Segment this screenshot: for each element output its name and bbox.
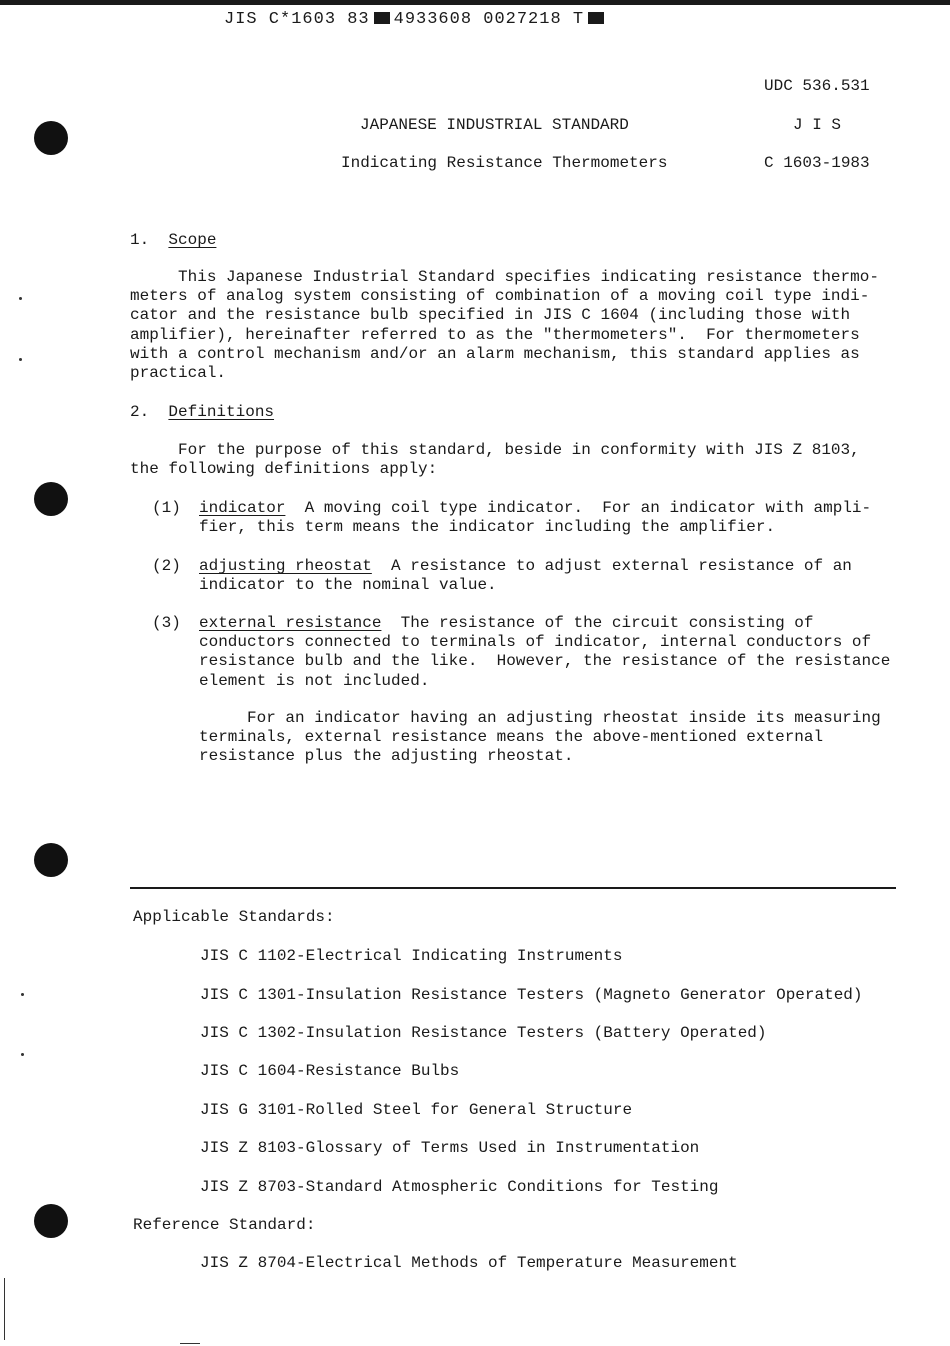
- horizontal-rule: [130, 887, 896, 889]
- punch-hole: [34, 121, 68, 155]
- section-title: Definitions: [168, 403, 275, 421]
- document-number: C 1603-1983: [764, 154, 870, 172]
- scan-edge-line: [4, 1278, 5, 1340]
- paragraph-line: This Japanese Industrial Standard specifies indicating resistance thermo-: [130, 268, 879, 286]
- punch-hole: [34, 1204, 68, 1238]
- external-resistance-note: [199, 709, 881, 767]
- paragraph-line: meters of analog system consisting of combination of a moving coil type indi-: [130, 287, 870, 306]
- section-heading-definitions: [130, 403, 274, 422]
- definition-text: fier, this term means the indicator including the amplifier.: [199, 518, 776, 537]
- black-block-mark: [588, 12, 604, 24]
- punch-hole: [34, 482, 68, 516]
- definition-text: element is not included.: [199, 671, 430, 690]
- scan-speck: [19, 358, 22, 361]
- applicable-standard-item: JIS Z 8703-Standard Atmospheric Conditions for Testing: [200, 1178, 719, 1196]
- applicable-standard-item: JIS G 3101-Rolled Steel for General Structure: [200, 1101, 633, 1119]
- scan-speck: [21, 1053, 24, 1056]
- applicable-standard-item: JIS C 1604-Resistance Bulbs: [200, 1062, 460, 1080]
- reference-standard-heading: Reference Standard:: [133, 1216, 316, 1234]
- definition-external-resistance: [199, 614, 890, 691]
- paragraph-line: amplifier), hereinafter referred to as the "thermometers". For thermometers: [130, 325, 860, 344]
- definition-number: (2): [152, 557, 181, 575]
- header-code-part2: 4933608 0027218 T: [393, 10, 585, 29]
- paragraph-line: resistance plus the adjusting rheostat.: [199, 747, 574, 766]
- header-code-part1: JIS C*1603 83: [224, 10, 370, 29]
- udc-number: UDC 536.531: [764, 77, 870, 95]
- paragraph-line: practical.: [130, 364, 227, 383]
- applicable-standard-item: JIS C 1102-Electrical Indicating Instruments: [200, 947, 623, 965]
- applicable-standard-item: JIS Z 8103-Glossary of Terms Used in Instrumentation: [200, 1139, 700, 1157]
- standard-type: JAPANESE INDUSTRIAL STANDARD: [360, 116, 629, 134]
- definition-number: (1): [152, 499, 181, 517]
- scan-speck: [21, 993, 24, 996]
- definition-text: indicator to the nominal value.: [199, 576, 497, 595]
- paragraph-line: the following definitions apply:: [130, 460, 438, 479]
- definition-text: The resistance of the circuit consisting of: [381, 614, 814, 632]
- definition-term: adjusting rheostat: [199, 557, 372, 575]
- black-block-mark: [374, 12, 390, 24]
- definition-term: external resistance: [199, 614, 382, 632]
- punch-hole: [34, 843, 68, 877]
- scan-speck: [19, 297, 22, 300]
- section-title: Scope: [168, 231, 217, 249]
- definition-text: resistance bulb and the like. However, the resistance of the resistance: [199, 652, 891, 671]
- applicable-standards-heading: Applicable Standards:: [133, 908, 335, 926]
- definition-indicator: [199, 499, 871, 537]
- document-code-header: [224, 10, 608, 29]
- definition-term: indicator: [199, 499, 286, 517]
- paragraph-line: cator and the resistance bulb specified in JIS C 1604 (including those with: [130, 306, 851, 325]
- paragraph-line: terminals, external resistance means the above-mentioned external: [199, 728, 824, 747]
- definitions-intro: [130, 441, 860, 479]
- section-number: 2.: [130, 403, 150, 421]
- jis-mark: J I S: [793, 116, 842, 134]
- definition-text: A resistance to adjust external resistance of an: [371, 557, 852, 575]
- paragraph-line: with a control mechanism and/or an alarm mechanism, this standard applies as: [130, 344, 860, 363]
- definition-adjusting-rheostat: [199, 557, 852, 595]
- definition-number: (3): [152, 614, 181, 632]
- applicable-standard-item: JIS C 1302-Insulation Resistance Testers (Battery Operated): [200, 1024, 767, 1042]
- paragraph-line: For an indicator having an adjusting rheostat inside its measuring: [199, 709, 881, 727]
- definition-text: A moving coil type indicator. For an indicator with ampli-: [285, 499, 872, 517]
- paragraph-line: For the purpose of this standard, beside in conformity with JIS Z 8103,: [130, 441, 860, 459]
- section-number: 1.: [130, 231, 150, 249]
- reference-standard-item: JIS Z 8704-Electrical Methods of Temperature Measurement: [200, 1254, 738, 1272]
- section-heading-scope: [130, 231, 216, 250]
- scan-edge-mark: [180, 1343, 200, 1344]
- applicable-standard-item: JIS C 1301-Insulation Resistance Testers (Magneto Generator Operated): [200, 986, 863, 1004]
- top-border: [0, 0, 950, 5]
- definition-text: conductors connected to terminals of indicator, internal conductors of: [199, 633, 872, 652]
- document-title: Indicating Resistance Thermometers: [341, 154, 668, 172]
- scope-paragraph: [130, 268, 879, 383]
